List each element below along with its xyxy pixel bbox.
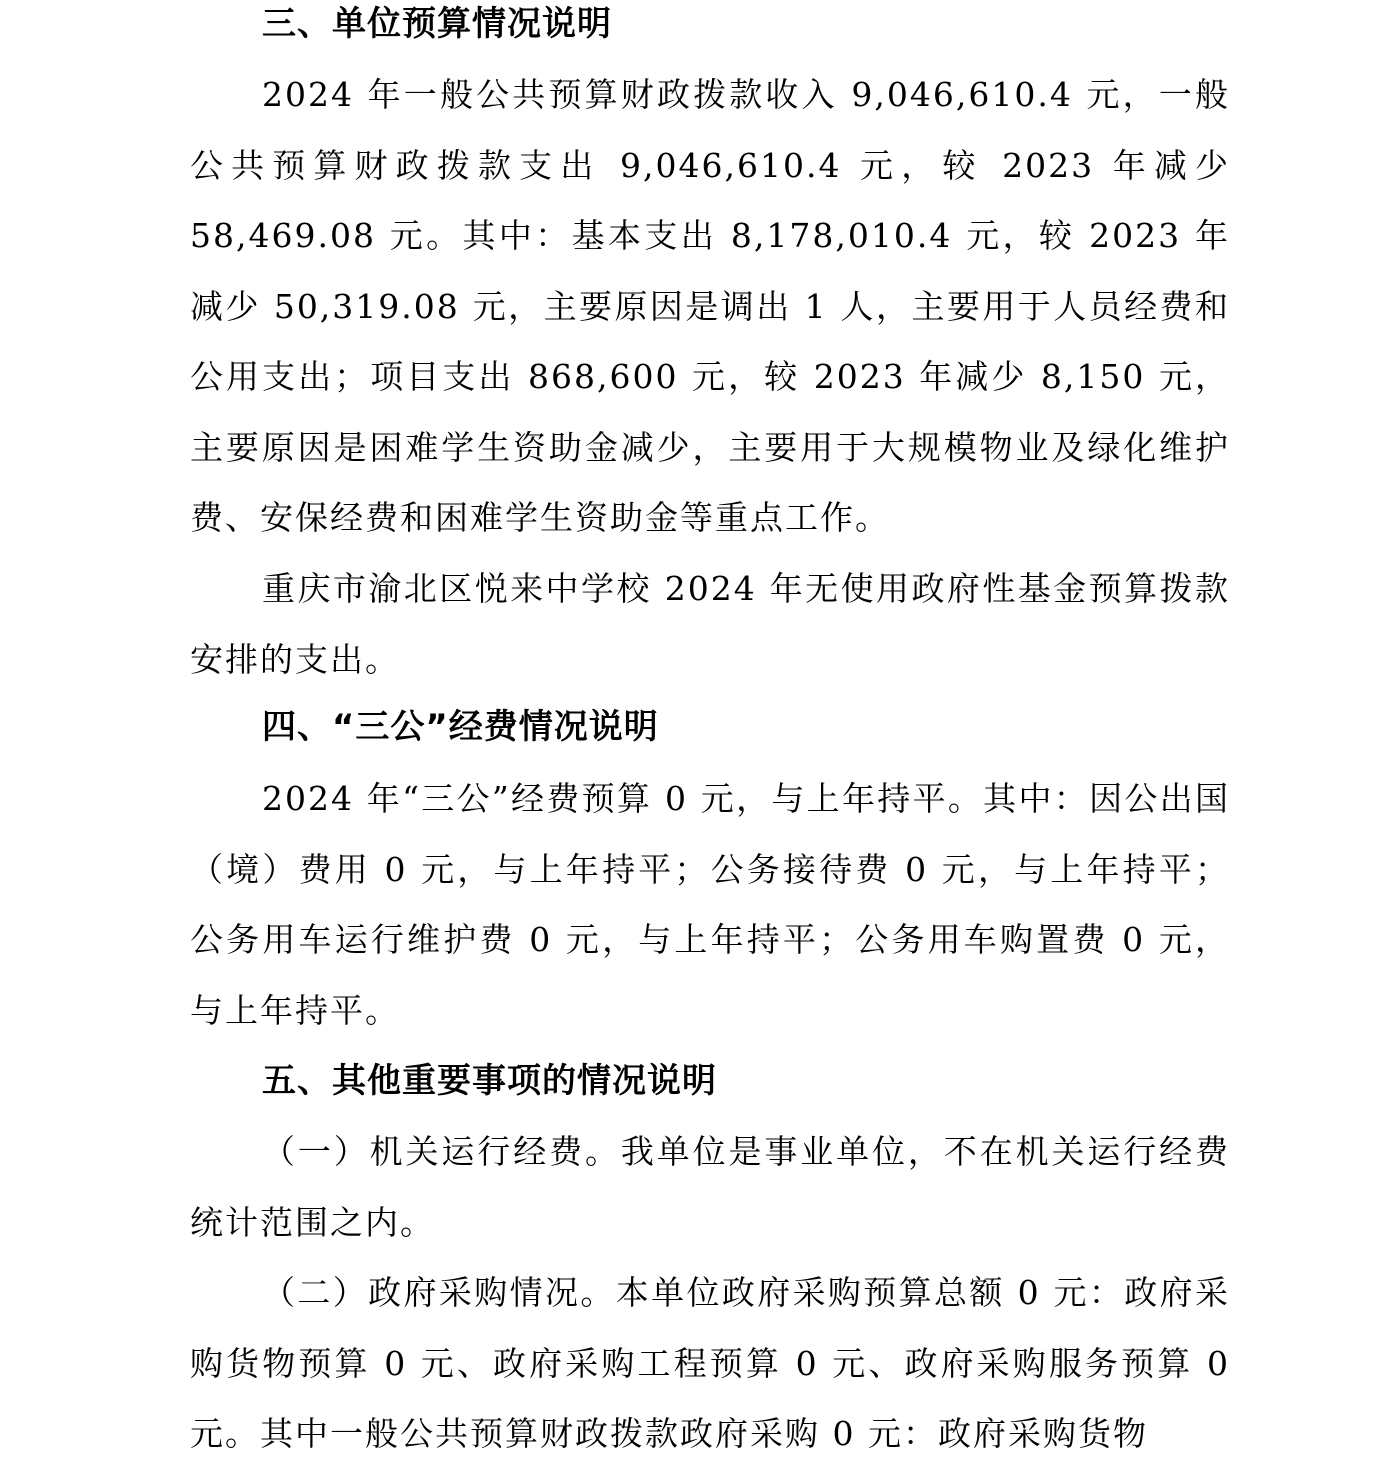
section-heading-other: 五、其他重要事项的情况说明 xyxy=(262,1061,717,1101)
other-paragraph-procurement: （二）政府采购情况。本单位政府采购预算总额 0 元：政府采购货物预算 0 元、政府采购工程预算 0 元、政府采购服务预算 0 元。其中一般公共预算财政拨款政府采购 0 元：政府采购货物 xyxy=(190,1273,1230,1453)
other-paragraph-operating-costs: （一）机关运行经费。我单位是事业单位，不在机关运行经费统计范围之内。 xyxy=(190,1132,1230,1242)
budget-paragraph-2: 重庆市渝北区悦来中学校 2024 年无使用政府性基金预算拨款安排的支出。 xyxy=(190,569,1230,679)
three-public-paragraph: 2024 年“三公”经费预算 0 元，与上年持平。其中：因公出国（境）费用 0 元，与上年持平；公务接待费 0 元，与上年持平；公务用车运行维护费 0 元，与上年持平；公务用车购置费 0 元，与上年持平。 xyxy=(190,779,1230,1030)
section-heading-budget: 三、单位预算情况说明 xyxy=(262,4,612,44)
budget-paragraph-1: 2024 年一般公共预算财政拨款收入 9,046,610.4 元，一般公共预算财政拨款支出 9,046,610.4 元，较 2023 年减少 58,469.08 元。其中：基本支出 8,178,010.4 元，较 2023 年减少 50,319.08 元，主要原因是调出 1 人，主要用于人员经费和公用支出；项目支出 868,600 元，较 2023 年减少 8,150 元，主要原因是困难学生资助金减少，主要用于大规模物业及绿化维护费、安保经费和困难学生资助金等重点工作。 xyxy=(190,75,1230,537)
section-heading-three-public: 四、“三公”经费情况说明 xyxy=(262,707,659,747)
